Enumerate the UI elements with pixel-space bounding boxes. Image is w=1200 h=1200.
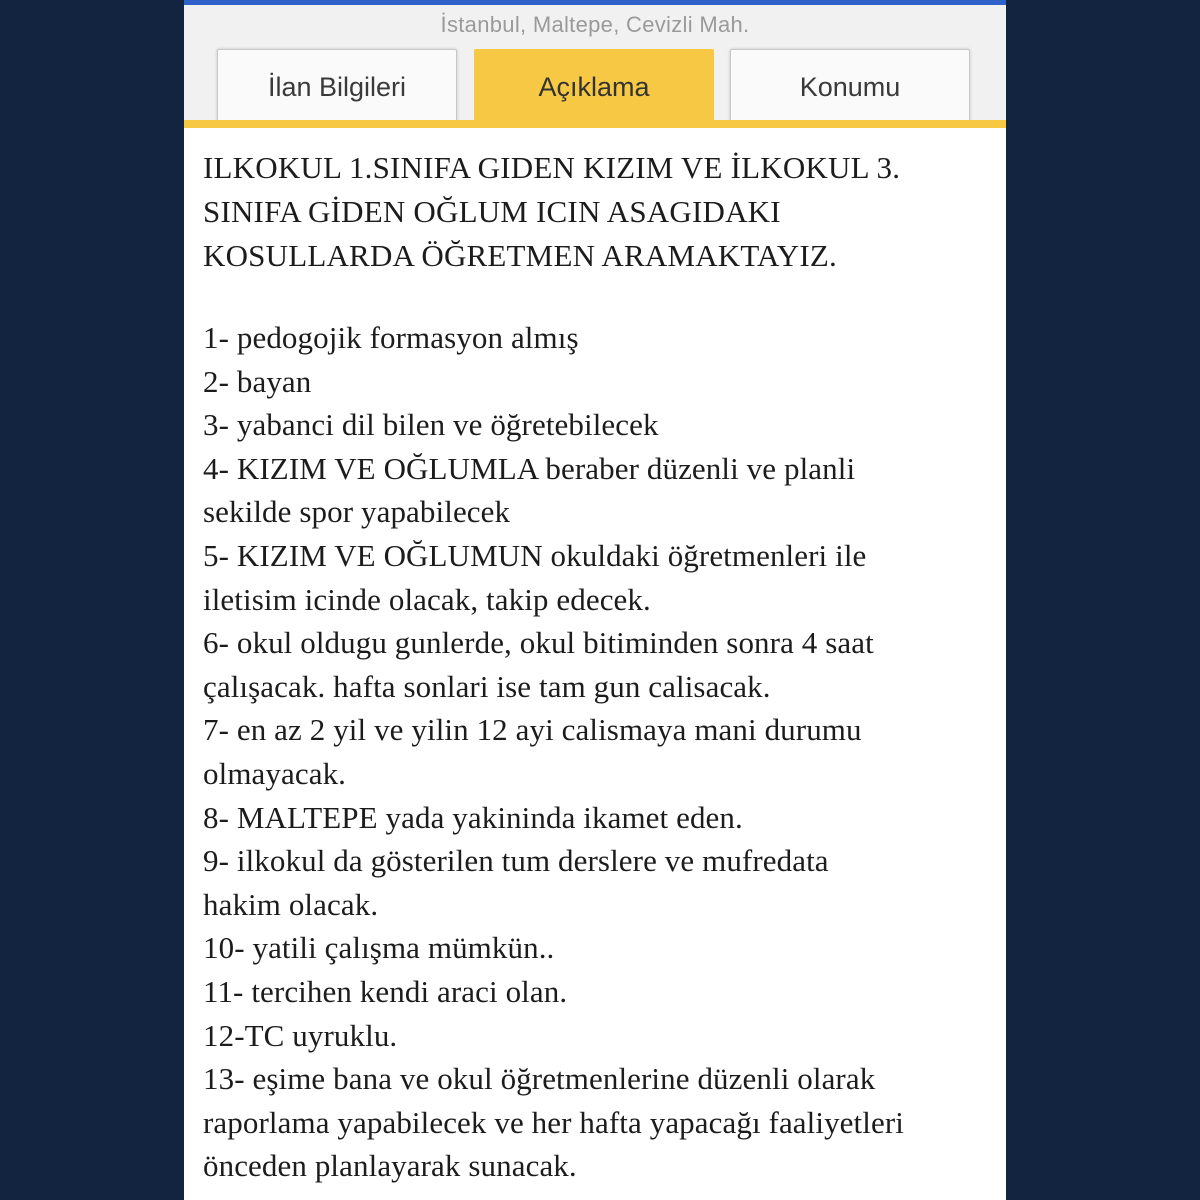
list-item: 13- eşime bana ve okul öğretmenlerine düzenli olarak [203,1061,876,1097]
tab-ilan-bilgileri[interactable]: İlan Bilgileri [217,49,457,125]
tab-underline [184,120,1006,128]
heading-line: KOSULLARDA ÖĞRETMEN ARAMAKTAYIZ. [203,238,837,273]
list-item: 9- ilkokul da gösterilen tum derslere ve mufredata [203,843,829,879]
list-item: 4- KIZIM VE OĞLUMLA beraber düzenli ve planli [203,450,856,486]
list-item: 8- MALTEPE yada yakininda ikamet eden. [203,799,743,835]
list-item: 11- tercihen kendi araci olan. [203,973,568,1009]
listing-screen [184,0,1006,1200]
tab-konumu[interactable]: Konumu [730,49,970,125]
heading-line: SINIFA GİDEN OĞLUM ICIN ASAGIDAKI [203,194,781,229]
list-item: 3- yabanci dil bilen ve öğretebilecek [203,407,659,443]
listing-location: İstanbul, Maltepe, Cevizli Mah. [440,12,750,37]
list-item: iletisim icinde olacak, takip edecek. [203,581,651,617]
list-item: 2- bayan [203,363,312,399]
list-item: çalışacak. hafta sonlari ise tam gun calisacak. [203,668,771,704]
list-item: önceden planlayarak sunacak. [203,1148,577,1184]
list-item: 1- pedogojik formasyon almış [203,320,579,355]
list-item: 6- okul oldugu gunlerde, okul bitiminden sonra 4 saat [203,625,874,661]
description-heading [203,146,1003,278]
list-item: 5- KIZIM VE OĞLUMUN okuldaki öğretmenleri ile [203,537,867,573]
requirements-list [203,316,1003,1188]
listing-header [184,5,1006,123]
heading-line: ILKOKUL 1.SINIFA GIDEN KIZIM VE İLKOKUL 3. [203,150,901,185]
list-item: 12-TC uyruklu. [203,1017,398,1053]
description-content [203,146,1003,1188]
list-item: 7- en az 2 yil ve yilin 12 ayi calismaya mani durumu [203,712,862,748]
tab-aciklama[interactable]: Açıklama [474,49,714,125]
list-item: raporlama yapabilecek ve her hafta yapacağı faaliyetleri [203,1104,904,1140]
list-item: olmayacak. [203,755,347,791]
list-item: 10- yatili çalışma mümkün.. [203,930,555,966]
list-item: hakim olacak. [203,886,379,922]
list-item: sekilde spor yapabilecek [203,494,511,530]
